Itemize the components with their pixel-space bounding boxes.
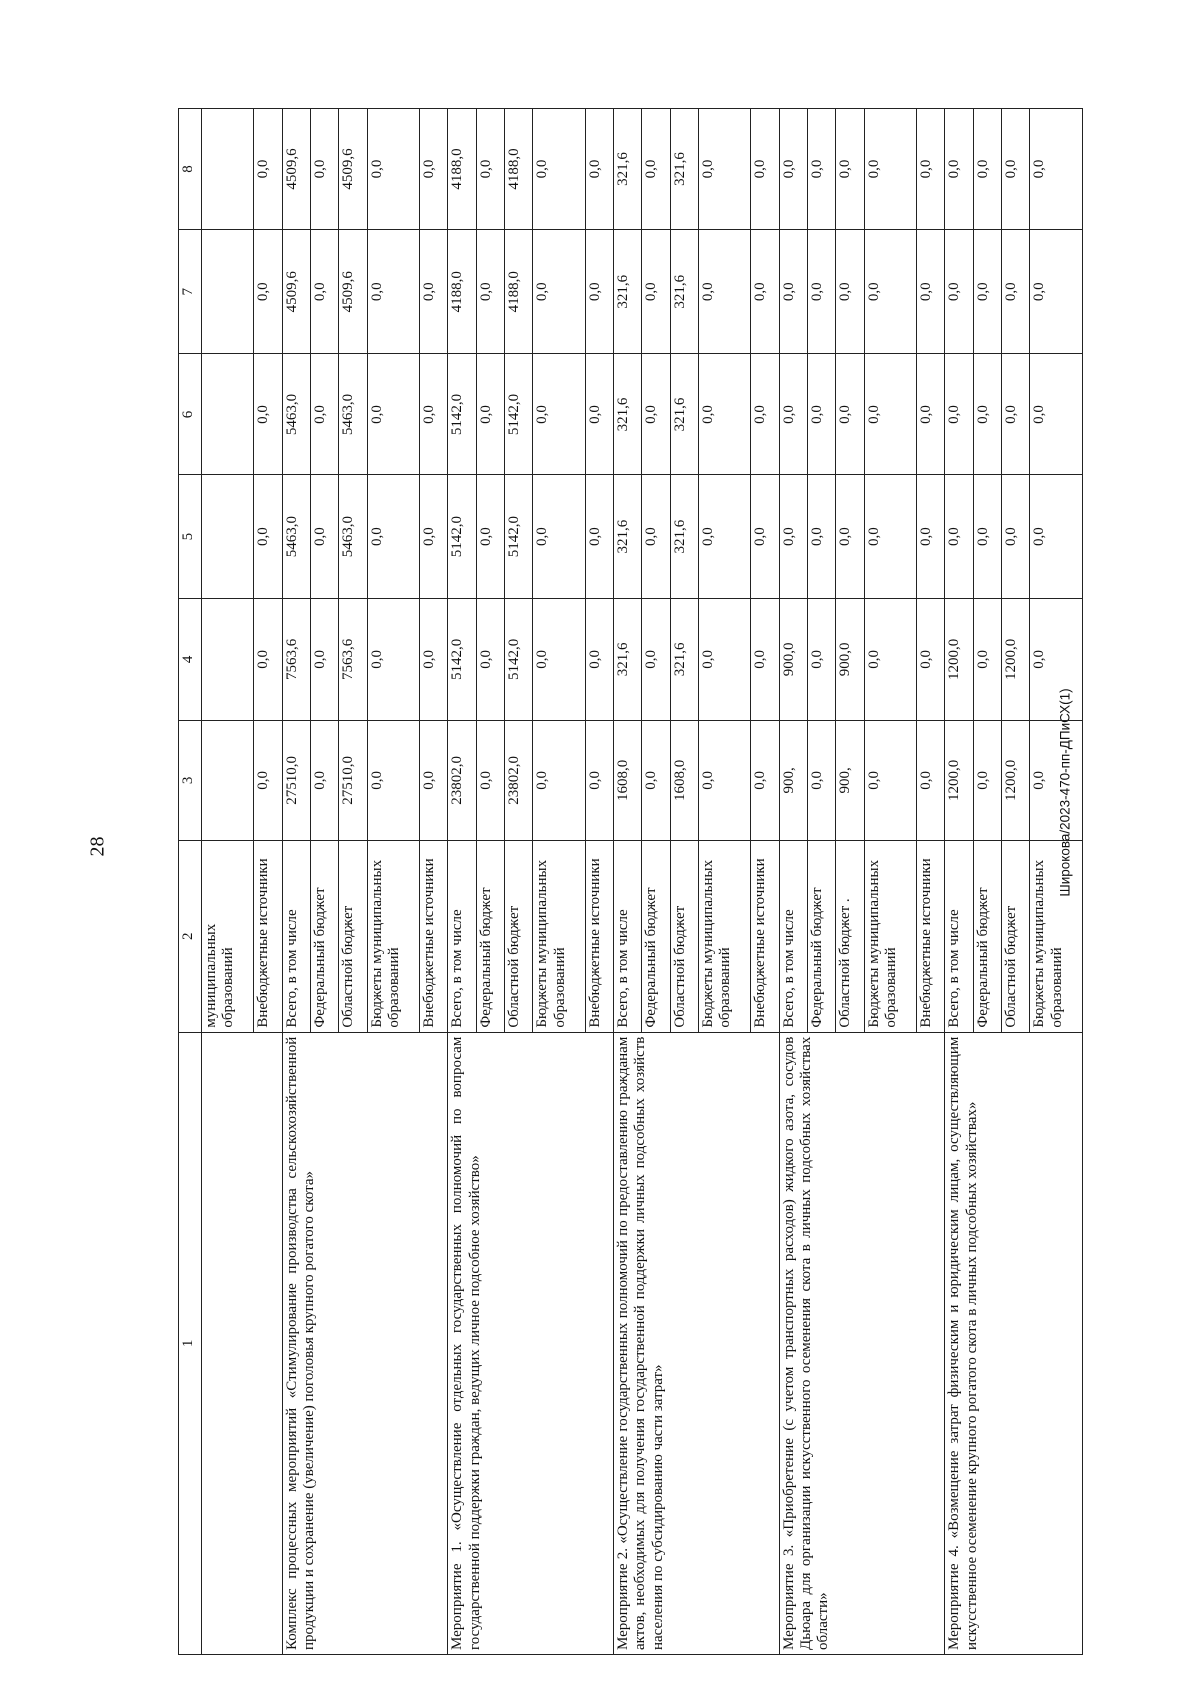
amount-cell: 0,0 [698,354,750,475]
amount-cell: 321,6 [670,109,698,230]
amount-cell: 0,0 [642,354,670,475]
amount-cell: 0,0 [751,354,779,475]
amount-cell [202,109,254,230]
amount-cell [202,598,254,720]
amount-cell: 900, [836,720,864,840]
amount-cell: 321,6 [670,354,698,475]
amount-cell: 0,0 [642,230,670,354]
funding-source-cell: Федеральный бюджет [311,840,339,1032]
amount-cell: 0,0 [585,109,613,230]
amount-cell: 0,0 [420,475,448,598]
funding-source-cell: Внебюджетные источники [917,840,945,1032]
amount-cell: 0,0 [917,475,945,598]
measure-name-cell [202,1032,283,1654]
amount-cell: 0,0 [973,109,1001,230]
funding-source-cell: Бюджеты муниципальных образований [1030,840,1083,1032]
funding-source-cell: Федеральный бюджет [973,840,1001,1032]
amount-cell: 0,0 [1030,475,1083,598]
measure-name-cell: Мероприятие 4. «Возмещение затрат физическим и юридическим лицам, осуществляющим искусственное осеменение крупного рогатого скота в личных подсобных хозяйствах» [945,1032,1083,1654]
amount-cell: 5142,0 [448,598,476,720]
amount-cell: 0,0 [751,720,779,840]
amount-cell: 0,0 [476,475,504,598]
funding-source-cell: Федеральный бюджет [642,840,670,1032]
amount-cell: 900,0 [779,598,807,720]
amount-cell: 4509,6 [339,230,367,354]
header-row [179,109,202,1655]
amount-cell [202,230,254,354]
amount-cell: 4509,6 [339,109,367,230]
amount-cell: 0,0 [367,720,419,840]
table-row [945,109,973,1655]
amount-cell: 0,0 [751,230,779,354]
funding-source-cell: муниципальных образований [202,840,254,1032]
measure-name-cell: Комплекс процессных мероприятий «Стимулирование производства сельскохозяйственной продукции и сохранение (увеличение) поголовья крупного рогатого скота» [282,1032,448,1654]
table-row [448,109,476,1655]
amount-cell: 5142,0 [504,475,532,598]
amount-cell: 321,6 [614,230,642,354]
amount-cell: 1200,0 [945,598,973,720]
amount-cell: 0,0 [585,598,613,720]
amount-cell: 0,0 [533,109,585,230]
amount-cell: 0,0 [254,598,282,720]
measure-name-cell: Мероприятие 2. «Осуществление государственных полномочий по предоставлению гражданам актов, необходимых для получения государственной поддержки личных подсобных хозяйств населения по субсидированию части затрат» [614,1032,780,1654]
amount-cell: 0,0 [836,475,864,598]
amount-cell: 0,0 [1030,598,1083,720]
amount-cell: 321,6 [614,109,642,230]
amount-cell: 0,0 [533,475,585,598]
amount-cell: 0,0 [779,354,807,475]
amount-cell: 321,6 [670,475,698,598]
amount-cell: 23802,0 [504,720,532,840]
amount-cell: 0,0 [311,230,339,354]
funding-source-cell: Областной бюджет [339,840,367,1032]
amount-cell: 27510,0 [339,720,367,840]
amount-cell: 0,0 [420,598,448,720]
amount-cell: 0,0 [367,475,419,598]
table-row [779,109,807,1655]
funding-source-cell: Бюджеты муниципальных образований [533,840,585,1032]
amount-cell: 0,0 [254,230,282,354]
amount-cell: 5142,0 [448,475,476,598]
amount-cell: 1200,0 [1001,598,1029,720]
amount-cell: 0,0 [779,475,807,598]
amount-cell: 7563,6 [339,598,367,720]
amount-cell: 0,0 [836,230,864,354]
amount-cell: 0,0 [585,475,613,598]
amount-cell: 4509,6 [282,230,310,354]
amount-cell: 0,0 [476,598,504,720]
amount-cell: 0,0 [698,230,750,354]
amount-cell: 900, [779,720,807,840]
table-body [202,109,1083,1655]
amount-cell: 0,0 [973,230,1001,354]
amount-cell: 0,0 [420,230,448,354]
amount-cell: 0,0 [945,109,973,230]
amount-cell: 0,0 [698,109,750,230]
amount-cell: 0,0 [311,109,339,230]
amount-cell: 0,0 [476,109,504,230]
funding-source-cell: Бюджеты муниципальных образований [367,840,419,1032]
amount-cell: 0,0 [1001,354,1029,475]
rotated-table-container [178,108,1083,1655]
column-header: 1 [179,1032,202,1654]
measure-name-cell: Мероприятие 3. «Приобретение (с учетом транспортных расходов) жидкого азота, сосудов Дьюара для организации искусственного осеменения скота в личных подсобных хозяйствах области» [779,1032,945,1654]
amount-cell: 0,0 [917,230,945,354]
budget-table [178,108,1083,1655]
amount-cell: 4188,0 [504,230,532,354]
amount-cell: 0,0 [864,109,916,230]
amount-cell: 0,0 [973,475,1001,598]
amount-cell: 4188,0 [448,109,476,230]
funding-source-cell: Областной бюджет . [836,840,864,1032]
amount-cell: 4188,0 [504,109,532,230]
column-header: 6 [179,354,202,475]
funding-source-cell: Внебюджетные источники [254,840,282,1032]
amount-cell: 4188,0 [448,230,476,354]
amount-cell [202,354,254,475]
amount-cell: 0,0 [945,230,973,354]
column-header: 7 [179,230,202,354]
amount-cell: 0,0 [807,720,835,840]
amount-cell: 7563,6 [282,598,310,720]
amount-cell: 0,0 [642,720,670,840]
amount-cell: 0,0 [751,109,779,230]
amount-cell: 321,6 [614,354,642,475]
column-header: 5 [179,475,202,598]
amount-cell: 0,0 [807,598,835,720]
funding-source-cell: Всего, в том числе [779,840,807,1032]
table-row [202,109,254,1655]
amount-cell: 0,0 [476,230,504,354]
funding-source-cell: Бюджеты муниципальных образований [698,840,750,1032]
amount-cell: 0,0 [973,720,1001,840]
amount-cell: 321,6 [614,598,642,720]
amount-cell: 0,0 [836,354,864,475]
amount-cell: 321,6 [614,475,642,598]
amount-cell: 321,6 [670,230,698,354]
amount-cell: 0,0 [254,720,282,840]
amount-cell: 0,0 [254,475,282,598]
amount-cell: 0,0 [917,598,945,720]
table-row [282,109,310,1655]
amount-cell: 0,0 [864,720,916,840]
amount-cell: 0,0 [864,354,916,475]
amount-cell: 0,0 [311,354,339,475]
amount-cell: 0,0 [945,354,973,475]
column-header: 2 [179,840,202,1032]
amount-cell: 5463,0 [282,475,310,598]
amount-cell: 0,0 [533,230,585,354]
funding-source-cell: Всего, в том числе [945,840,973,1032]
amount-cell: 5142,0 [504,598,532,720]
amount-cell: 1200,0 [945,720,973,840]
amount-cell: 0,0 [420,109,448,230]
amount-cell: 0,0 [585,720,613,840]
amount-cell [202,475,254,598]
funding-source-cell: Внебюджетные источники [751,840,779,1032]
amount-cell: 5463,0 [282,354,310,475]
amount-cell: 321,6 [670,598,698,720]
amount-cell: 0,0 [807,354,835,475]
amount-cell: 0,0 [779,230,807,354]
amount-cell: 0,0 [1001,475,1029,598]
amount-cell: 0,0 [367,109,419,230]
funding-source-cell: Всего, в том числе [282,840,310,1032]
amount-cell: 0,0 [917,354,945,475]
amount-cell: 0,0 [698,598,750,720]
amount-cell: 0,0 [807,230,835,354]
amount-cell: 0,0 [917,720,945,840]
funding-source-cell: Внебюджетные источники [420,840,448,1032]
amount-cell: 5463,0 [339,354,367,475]
amount-cell: 27510,0 [282,720,310,840]
funding-source-cell: Федеральный бюджет [476,840,504,1032]
column-header: 3 [179,720,202,840]
amount-cell: 5142,0 [504,354,532,475]
funding-source-cell: Внебюджетные источники [585,840,613,1032]
amount-cell: 0,0 [1030,109,1083,230]
amount-cell: 0,0 [533,354,585,475]
amount-cell: 0,0 [751,475,779,598]
amount-cell: 0,0 [311,598,339,720]
table-header [179,109,202,1655]
table-row [614,109,642,1655]
funding-source-cell: Областной бюджет [670,840,698,1032]
amount-cell: 0,0 [698,475,750,598]
amount-cell: 0,0 [864,230,916,354]
amount-cell: 0,0 [917,109,945,230]
amount-cell: 4509,6 [282,109,310,230]
amount-cell: 23802,0 [448,720,476,840]
amount-cell: 0,0 [1001,109,1029,230]
amount-cell: 0,0 [585,354,613,475]
amount-cell: 0,0 [973,598,1001,720]
amount-cell: 5142,0 [448,354,476,475]
amount-cell: 0,0 [311,475,339,598]
amount-cell: 0,0 [864,475,916,598]
amount-cell: 0,0 [420,354,448,475]
amount-cell: 0,0 [254,109,282,230]
funding-source-cell: Областной бюджет [1001,840,1029,1032]
amount-cell: 0,0 [367,354,419,475]
document-reference: Широкова/2023-470-пп-ДПиСХ(1) [1057,688,1073,897]
amount-cell: 0,0 [642,475,670,598]
column-header: 4 [179,598,202,720]
page-number: 28 [86,836,109,857]
amount-cell: 0,0 [420,720,448,840]
funding-source-cell: Всего, в том числе [448,840,476,1032]
amount-cell [202,720,254,840]
amount-cell: 0,0 [585,230,613,354]
amount-cell: 0,0 [1030,230,1083,354]
amount-cell: 0,0 [751,598,779,720]
funding-source-cell: Областной бюджет [504,840,532,1032]
funding-source-cell: Бюджеты муниципальных образований [864,840,916,1032]
amount-cell: 1608,0 [670,720,698,840]
amount-cell: 0,0 [836,109,864,230]
amount-cell: 0,0 [807,475,835,598]
amount-cell: 0,0 [807,109,835,230]
column-header: 8 [179,109,202,230]
amount-cell: 0,0 [973,354,1001,475]
amount-cell: 0,0 [367,598,419,720]
amount-cell: 0,0 [779,109,807,230]
amount-cell: 0,0 [254,354,282,475]
amount-cell: 0,0 [642,109,670,230]
amount-cell: 1608,0 [614,720,642,840]
amount-cell: 0,0 [533,598,585,720]
amount-cell: 0,0 [533,720,585,840]
amount-cell: 0,0 [698,720,750,840]
amount-cell: 1200,0 [1001,720,1029,840]
funding-source-cell: Всего, в том числе [614,840,642,1032]
amount-cell: 0,0 [1030,720,1083,840]
amount-cell: 0,0 [945,475,973,598]
amount-cell: 0,0 [311,720,339,840]
amount-cell: 0,0 [642,598,670,720]
amount-cell: 900,0 [836,598,864,720]
funding-source-cell: Федеральный бюджет [807,840,835,1032]
amount-cell: 0,0 [864,598,916,720]
amount-cell: 0,0 [476,720,504,840]
amount-cell: 0,0 [1030,354,1083,475]
measure-name-cell: Мероприятие 1. «Осуществление отдельных государственных полномочий по вопросам государственной поддержки граждан, ведущих личное подсобное хозяйство» [448,1032,614,1654]
amount-cell: 0,0 [476,354,504,475]
amount-cell: 0,0 [367,230,419,354]
amount-cell: 0,0 [1001,230,1029,354]
amount-cell: 5463,0 [339,475,367,598]
